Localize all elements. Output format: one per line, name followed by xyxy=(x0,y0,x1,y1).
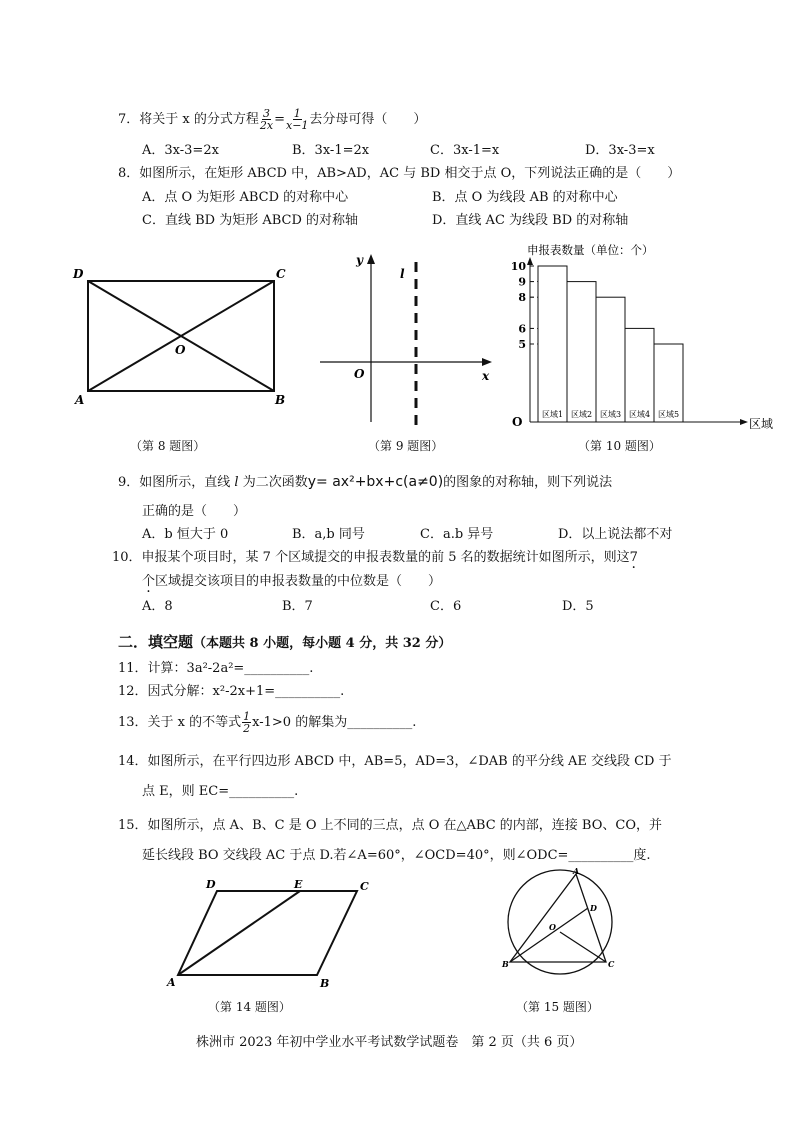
label-c: C xyxy=(276,267,286,281)
y-tick-label-1: 10 xyxy=(510,260,526,273)
figure-15-circle xyxy=(496,866,626,986)
x-tick-label-1: 区域1 xyxy=(541,410,564,419)
x-tick-label-3: 区域3 xyxy=(599,410,622,419)
y-tick-label-2: 9 xyxy=(518,275,526,289)
label-d: D xyxy=(590,903,597,913)
label-c: C xyxy=(360,880,369,893)
q9-stem: 9．如图所示，直线 l 为二次函数y= ax²+bx+c(a≠0)的图象的对称轴，则下列说法 xyxy=(118,474,613,490)
bisector-ae xyxy=(178,891,300,975)
q13: 13．关于 x 的不等式 $\frac{1}{2}$ x-1>0 的解集为__________. xyxy=(118,710,417,735)
section-2-title: 二．填空题 xyxy=(118,633,194,651)
figure-14-parallelogram xyxy=(162,874,382,994)
label-a: A xyxy=(75,393,85,407)
label-a: A xyxy=(573,866,580,876)
y-tick-label-3: 8 xyxy=(518,291,526,305)
figure-9-axes xyxy=(316,250,496,430)
y-tick-label-4: 6 xyxy=(518,322,526,336)
q9-option-a[interactable]: A．b 恒大于 0 xyxy=(142,527,229,542)
label-d: D xyxy=(73,267,84,281)
label-y: y xyxy=(356,253,363,267)
q14-line1: 14．如图所示，在平行四边形 ABCD 中，AB=5，AD=3，∠DAB 的平分线 AE 交线段 CD 于 xyxy=(118,754,672,769)
chart-title: 申报表数量（单位：个） xyxy=(527,243,654,257)
figure-10-caption: （第 10 题图） xyxy=(578,439,661,453)
label-b: B xyxy=(502,959,509,969)
figure-15-caption: （第 15 题图） xyxy=(516,1000,599,1014)
q15-line2: 延长线段 BO 交线段 AC 于点 D.若∠A=60°，∠OCD=40°，则∠ODC=__________度. xyxy=(142,848,651,863)
bar-1 xyxy=(538,266,567,422)
label-e: E xyxy=(294,878,303,891)
q10-option-d[interactable]: D．5 xyxy=(562,599,594,614)
label-b: B xyxy=(320,977,330,990)
y-tick-label-5: 5 xyxy=(518,338,526,351)
triangle-abc xyxy=(510,874,606,962)
label-b: B xyxy=(275,393,286,407)
label-a: A xyxy=(167,976,176,989)
bar-2 xyxy=(567,282,596,422)
q7-stem: 7．将关于 x 的分式方程 $\frac{3}{2x}$ = $\frac{1}{x-1}$ 去分母可得（ ） xyxy=(118,107,427,132)
q13-fraction: $\frac{1}{2}$ xyxy=(243,710,251,735)
label-origin: O xyxy=(354,367,365,381)
x-tick-label-2: 区域2 xyxy=(570,410,593,419)
q7-option-b[interactable]: B．3x-1=2x xyxy=(292,143,370,158)
label-o: O xyxy=(549,922,556,932)
figure-8-rectangle xyxy=(70,262,300,412)
q12: 12．因式分解：x²-2x+1=__________. xyxy=(118,684,345,699)
q9-option-d[interactable]: D．以上说法都不对 xyxy=(558,527,673,542)
x-tick-label-4: 区域4 xyxy=(628,410,651,419)
label-o: O xyxy=(175,343,186,357)
q8-option-b[interactable]: B．点 O 为线段 AB 的对称中心 xyxy=(432,190,618,205)
q7-option-c[interactable]: C．3x-1=x xyxy=(430,143,500,158)
q10-stem-line2: 个区域提交该项目的申报表数量的中位数是（ ） xyxy=(142,574,442,589)
label-l: l xyxy=(400,267,405,281)
figure-9-caption: （第 9 题图） xyxy=(368,439,444,453)
figure-10-bar-chart xyxy=(505,240,785,435)
q7-option-a[interactable]: A．3x-3=2x xyxy=(142,143,219,158)
chart-origin: O xyxy=(512,415,523,429)
q9-formula: y= ax²+bx+c(a≠0) xyxy=(307,474,444,490)
q8-stem: 8．如图所示，在矩形 ABCD 中，AB>AD，AC 与 BD 相交于点 O，下列说法正确的是（ ） xyxy=(118,166,681,181)
x-axis-arrow xyxy=(482,358,492,366)
x-tick-label-5: 区域5 xyxy=(657,410,680,419)
q8-option-c[interactable]: C．直线 BD 为矩形 ABCD 的对称轴 xyxy=(142,213,359,228)
bar-3 xyxy=(596,297,625,422)
q7-prefix: 7．将关于 x 的分式方程 xyxy=(118,112,259,127)
bar-4 xyxy=(625,328,654,422)
parallelogram-abcd xyxy=(178,891,357,975)
q7-suffix: 去分母可得（ ） xyxy=(309,112,427,127)
q8-option-d[interactable]: D．直线 AC 为线段 BD 的对称轴 xyxy=(432,213,629,228)
q9-option-b[interactable]: B．a,b 同号 xyxy=(292,527,365,542)
q11: 11．计算：3a²-2a²=__________. xyxy=(118,661,314,676)
q15-line1: 15．如图所示，点 A、B、C 是 O 上不同的三点，点 O 在△ABC 的内部，连接 BO、CO，并 xyxy=(118,818,662,833)
q10-option-b[interactable]: B．7 xyxy=(282,599,313,614)
label-d: D xyxy=(206,878,216,891)
q10-stem: 10．申报某个项目时，某 7 个区域提交的申报表数量的前 5 名的数据统计如图所示，则这7 · xyxy=(112,546,638,565)
page-footer: 株洲市 2023 年初中学业水平考试数学试题卷 第 2 页（共 6 页） xyxy=(196,1035,583,1050)
figure-14-caption: （第 14 题图） xyxy=(208,1000,291,1014)
q8-option-a[interactable]: A．点 O 为矩形 ABCD 的对称中心 xyxy=(142,190,349,205)
q9-stem-line2: 正确的是（ ） xyxy=(142,504,247,519)
q10-option-a[interactable]: A．8 xyxy=(142,599,173,614)
label-c: C xyxy=(608,959,615,969)
section-2-note: （本题共 8 小题，每小题 4 分，共 32 分） xyxy=(193,636,452,651)
chart-x-arrow xyxy=(740,419,748,425)
chart-y-arrow xyxy=(527,257,533,265)
y-axis-arrow xyxy=(367,254,375,264)
q10-option-c[interactable]: C．6 xyxy=(430,599,462,614)
figure-8-caption: （第 8 题图） xyxy=(130,439,206,453)
q9-line-l: l xyxy=(234,475,239,490)
q9-option-c[interactable]: C．a.b 异号 xyxy=(420,527,494,542)
q10-emphasis-7: 7 · xyxy=(630,550,638,565)
q7-option-d[interactable]: D．3x-3=x xyxy=(585,143,655,158)
segment-bd xyxy=(510,908,588,962)
section-2-heading xyxy=(118,631,451,652)
circle-o xyxy=(508,870,612,974)
segment-oc xyxy=(560,932,606,962)
q7-fraction-2: $\frac{1}{x-1}$ xyxy=(285,107,309,132)
q7-fraction-1: $\frac{3}{2x}$ xyxy=(259,107,274,132)
label-x: x xyxy=(482,369,490,383)
q14-line2: 点 E，则 EC=__________. xyxy=(142,784,299,799)
chart-x-label: 区域 xyxy=(749,417,774,431)
